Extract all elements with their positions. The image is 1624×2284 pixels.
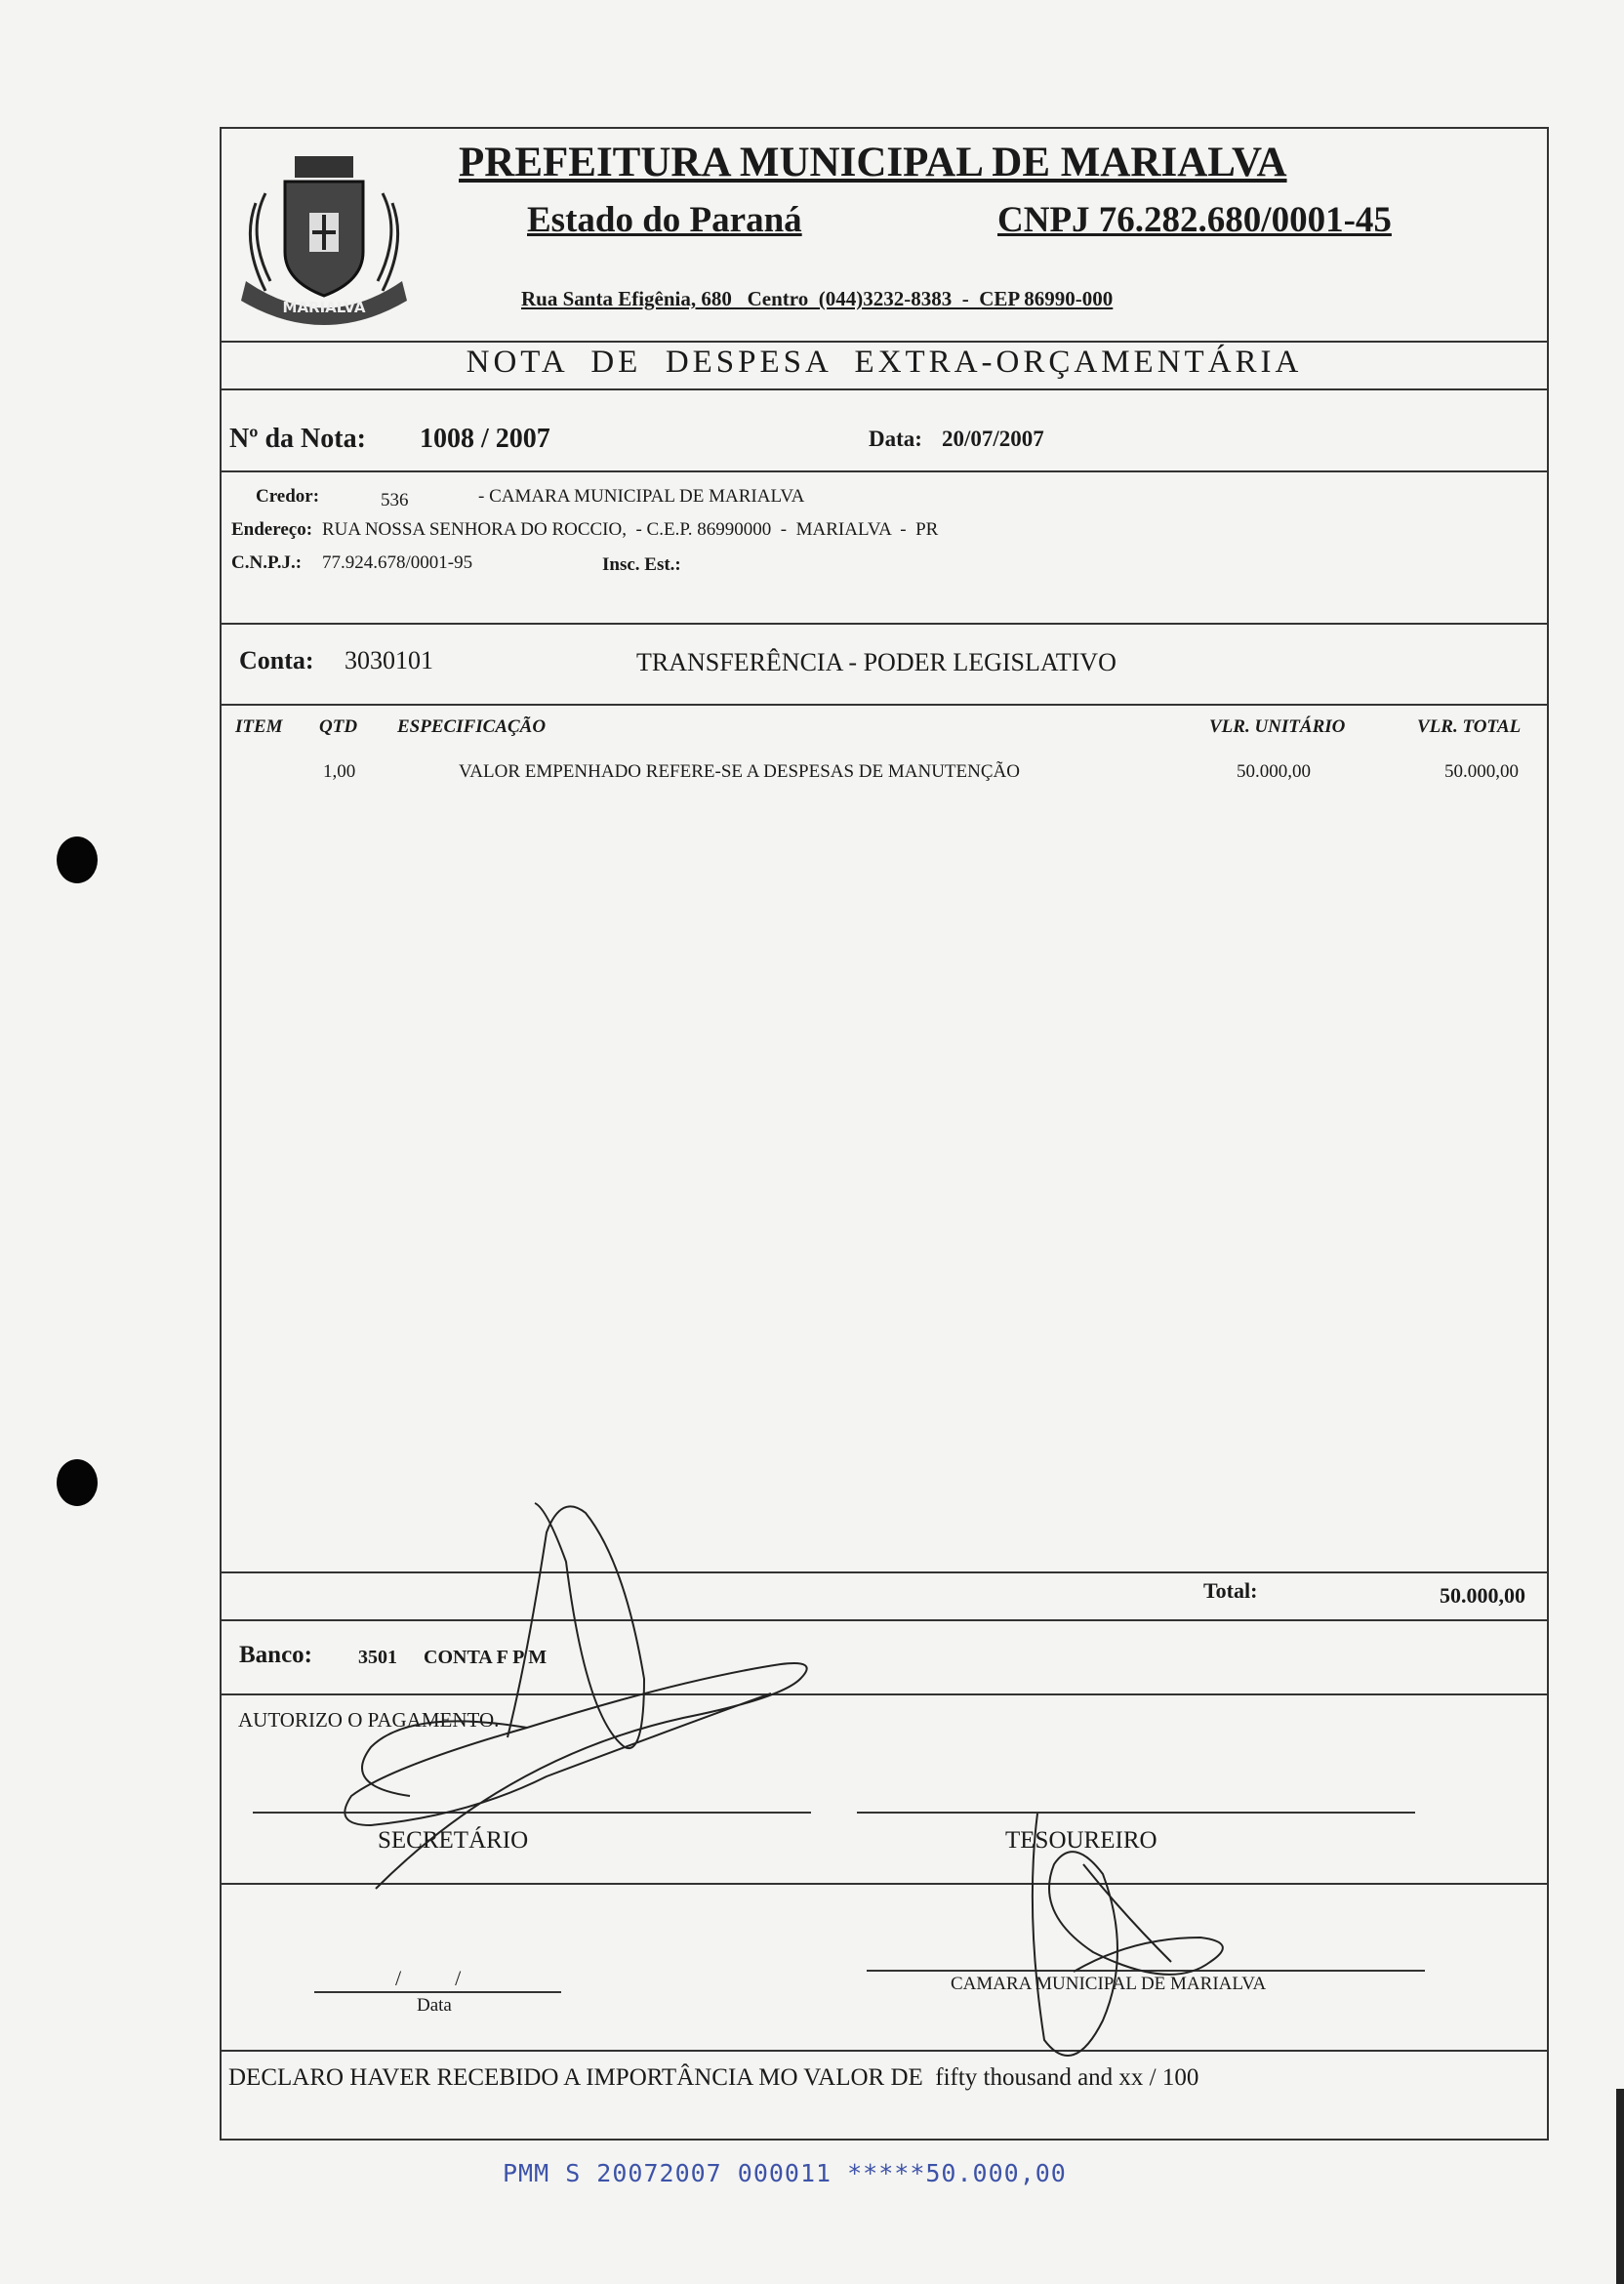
conta-value: 3030101 <box>345 646 433 674</box>
total-value: 50.000,00 <box>1440 1583 1525 1608</box>
credor-name: - CAMARA MUNICIPAL DE MARIALVA <box>478 486 805 507</box>
date-label: Data <box>417 1995 452 2016</box>
row-qtd: 1,00 <box>323 761 356 782</box>
insc-est-label: Insc. Est.: <box>602 554 681 575</box>
org-cnpj: CNPJ 76.282.680/0001-45 <box>997 200 1392 240</box>
conta-label: Conta: <box>239 646 314 674</box>
conta-description: TRANSFERÊNCIA - PODER LEGISLATIVO <box>636 648 1116 676</box>
validation-stamp: PMM S 20072007 000011 *****50.000,00 <box>503 2159 1067 2187</box>
org-address: Rua Santa Efigênia, 680 Centro (044)3232-8383 - CEP 86990-000 <box>521 287 1114 310</box>
note-date-label: Data: <box>869 427 922 451</box>
endereco-label: Endereço: <box>231 519 313 540</box>
credor-label: Credor: <box>256 486 320 507</box>
row-total: 50.000,00 <box>1444 761 1519 782</box>
org-name: PREFEITURA MUNICIPAL DE MARIALVA <box>459 140 1287 185</box>
creditor-cnpj-label: C.N.P.J.: <box>231 552 303 573</box>
declaration-text: DECLARO HAVER RECEBIDO A IMPORTÂNCIA MO VALOR DE fifty thousand and xx / 100 <box>228 2064 1199 2091</box>
creditor-cnpj-value: 77.924.678/0001-95 <box>322 552 473 573</box>
credor-code: 536 <box>381 490 409 510</box>
receiver-entity: CAMARA MUNICIPAL DE MARIALVA <box>951 1974 1267 1994</box>
secretary-label: SECRETÁRIO <box>378 1827 529 1854</box>
note-date-value: 20/07/2007 <box>942 427 1044 451</box>
col-spec-header: ESPECIFICAÇÃO <box>397 716 547 737</box>
state-name: Estado do Paraná <box>527 200 802 240</box>
note-number-value: 1008 / 2007 <box>420 424 550 454</box>
document-title: NOTA DE DESPESA EXTRA-ORÇAMENTÁRIA <box>466 345 1303 380</box>
treasurer-label: TESOUREIRO <box>1005 1827 1157 1854</box>
col-unit-header: VLR. UNITÁRIO <box>1209 716 1346 737</box>
bank-account: CONTA F P M <box>424 1647 548 1668</box>
authorization-text: AUTORIZO O PAGAMENTO. <box>238 1708 500 1732</box>
bank-code: 3501 <box>358 1647 397 1668</box>
svg-text:MARIALVA: MARIALVA <box>282 299 366 316</box>
col-qtd-header: QTD <box>319 716 358 737</box>
total-label: Total: <box>1203 1578 1258 1603</box>
col-total-header: VLR. TOTAL <box>1417 716 1522 737</box>
bank-label: Banco: <box>239 1642 312 1668</box>
note-number-label: Nº da Nota: <box>229 424 366 454</box>
endereco-value: RUA NOSSA SENHORA DO ROCCIO, - C.E.P. 86990000 - MARIALVA - PR <box>322 519 939 540</box>
row-spec: VALOR EMPENHADO REFERE-SE A DESPESAS DE MANUTENÇÃO <box>459 761 1020 782</box>
date-slashes: / / <box>395 1966 462 1990</box>
col-item-header: ITEM <box>235 716 283 737</box>
row-unit: 50.000,00 <box>1237 761 1311 782</box>
